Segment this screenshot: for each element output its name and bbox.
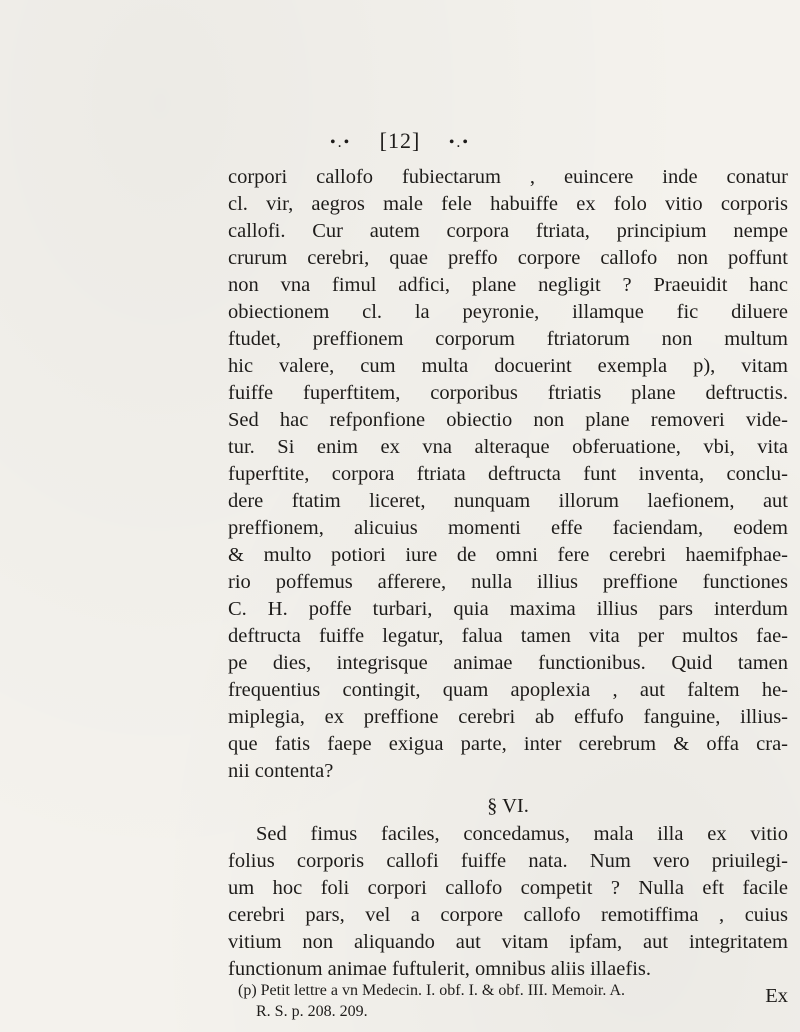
text-line: fuperftite, corpora ftriata deftructa funt inventa, conclu- [228, 463, 788, 485]
text-line: rio poffemus afferere, nulla illius preffione functiones [228, 571, 788, 593]
section-heading: § VI. [487, 795, 529, 817]
catchword: Ex [765, 985, 788, 1007]
text-line: cerebri pars, vel a corpore callofo remotiffima , cuius [228, 904, 788, 926]
paragraph-6 [228, 821, 788, 983]
text-line: vitium non aliquando aut vitam ipfam, aut integritatem [228, 931, 788, 953]
text-line: functionum animae fuftulerit, omnibus aliis illaefis. [228, 958, 652, 980]
text-line: corpori callofo fubiectarum , euincere inde conatur [228, 166, 788, 188]
text-line: non vna fimul adfici, plane negligit ? Praeuidit hanc [228, 274, 788, 296]
text-line: ftudet, preffionem corporum ftriatorum non multum [228, 328, 788, 350]
text-line: deftructa fuiffe legatur, falua tamen vita per multos fae- [228, 625, 788, 647]
text-line: que fatis faepe exigua parte, inter cerebrum & offa cra- [228, 733, 788, 755]
ornament-right: •.• [448, 133, 471, 151]
text-line: um hoc foli corpori callofo competit ? Nulla eft facile [228, 877, 788, 899]
text-line: hic valere, cum multa docuerint exempla p), vitam [228, 355, 788, 377]
text-line: crurum cerebri, quae preffo corpore callofo non poffunt [228, 247, 788, 269]
paragraph-5 [228, 164, 788, 785]
running-header [0, 128, 800, 154]
text-line: fuiffe fuperftitem, corporibus ftriatis plane deftructis. [228, 382, 788, 404]
footnote-line: (p) Petit lettre a vn Medecin. I. obf. I. & obf. III. Memoir. A. [238, 982, 626, 999]
text-line: C. H. poffe turbari, quia maxima illius pars interdum [228, 598, 788, 620]
text-line: callofi. Cur autem corpora ftriata, principium nempe [228, 220, 788, 242]
text-line: Sed hac refponfione obiectio non plane removeri vide- [228, 409, 788, 431]
text-line: miplegia, ex preffione cerebri ab effufo fanguine, illius- [228, 706, 788, 728]
text-line: pe dies, integrisque animae functionibus. Quid tamen [228, 652, 788, 674]
text-line: folius corporis callofi fuiffe nata. Num vero priuilegi- [228, 850, 788, 872]
text-line: dere ftatim liceret, nunquam illorum laefionem, aut [228, 490, 788, 512]
page-number: [12] [379, 128, 421, 153]
footnote [238, 980, 788, 1022]
ornament-left: •.• [329, 133, 352, 151]
text-line: preffionem, alicuius momenti effe faciendam, eodem [228, 517, 788, 539]
text-line: tur. Si enim ex vna alteraque obferuatione, vbi, vita [228, 436, 788, 458]
text-line: cl. vir, aegros male fele habuiffe ex folo vitio corporis [228, 193, 788, 215]
text-line: & multo potiori iure de omni fere cerebri haemifphae- [228, 544, 788, 566]
footnote-line: R. S. p. 208. 209. [256, 1003, 368, 1020]
text-line: nii contenta? [228, 760, 334, 782]
body-text [228, 164, 788, 1010]
text-line: Sed fimus faciles, concedamus, mala illa ex vitio [256, 823, 788, 845]
text-line: frequentius contingit, quam apoplexia , aut faltem he- [228, 679, 788, 701]
text-line: obiectionem cl. la peyronie, illamque fic diluere [228, 301, 788, 323]
